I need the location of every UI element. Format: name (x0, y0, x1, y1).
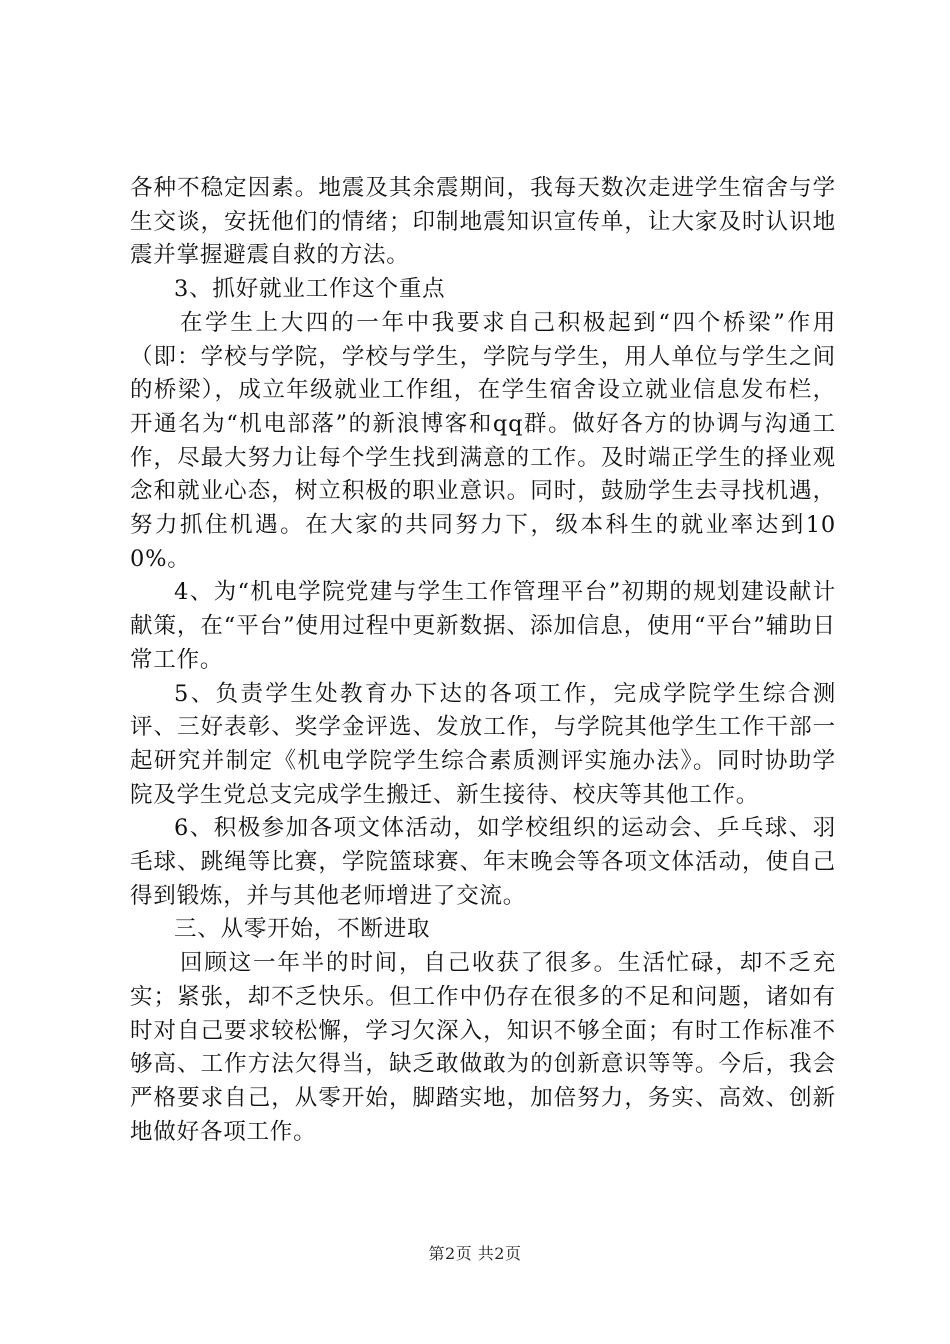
section-heading-start-from-zero: 三、从零开始，不断进取 (174, 916, 431, 943)
paragraph-platform: 4、为“机电学院党建与学生工作管理平台”初期的规划建设献计献策，在“平台”使用过程中更新数据、添加信息，使用“平台”辅助日常工作。 (130, 579, 836, 673)
paragraph-employment: 在学生上大四的一年中我要求自己积极起到“四个桥梁”作用（即：学校与学院，学校与学生，学院与学生，用人单位与学生之间的桥梁），成立年级就业工作组，在学生宿舍设立就业信息发布栏，开通名为“机电部落”的新浪博客和qq群。做好各方的协调与沟通工作，尽最大努力让每个学生找到满意的工作。及时端正学生的择业观念和就业心态，树立积极的职业意识。同时，鼓励学生去寻找机遇，努力抓住机遇。在大家的共同努力下，级本科生的就业率达到100%。 (130, 309, 836, 572)
paragraph-continuation: 各种不稳定因素。地震及其余震期间，我每天数次走进学生宿舍与学生交谈，安抚他们的情绪；印制地震知识宣传单，让大家及时认识地震并掌握避震自救的方法。 (130, 175, 836, 269)
paragraph-student-office: 5、负责学生处教育办下达的各项工作，完成学院学生综合测评、三好表彰、奖学金评选、发放工作，与学院其他学生工作干部一起研究并制定《机电学院学生综合素质测评实施办法》。同时协助学院及学生党总支完成学生搬迁、新生接待、校庆等其他工作。 (130, 680, 836, 808)
paragraph-review: 回顾这一年半的时间，自己收获了很多。生活忙碌，却不乏充实；紧张，却不乏快乐。但工作中仍存在很多的不足和问题，诸如有时对自己要求较松懈，学习欠深入，知识不够全面；有时工作标准不够高、工作方法欠得当，缺乏敢做敢为的创新意识等等。今后，我会严格要求自己，从零开始，脚踏实地，加倍努力，务实、高效、创新地做好各项工作。 (130, 950, 836, 1145)
page-footer: 第2页 共2页 (428, 1244, 522, 1263)
paragraph-activities: 6、积极参加各项文体活动，如学校组织的运动会、乒乓球、羽毛球、跳绳等比赛，学院篮球赛、年末晚会等各项文体活动，使自己得到锻炼，并与其他老师增进了交流。 (130, 815, 836, 909)
section-heading-employment: 3、抓好就业工作这个重点 (174, 276, 446, 303)
document-body (130, 172, 836, 1149)
